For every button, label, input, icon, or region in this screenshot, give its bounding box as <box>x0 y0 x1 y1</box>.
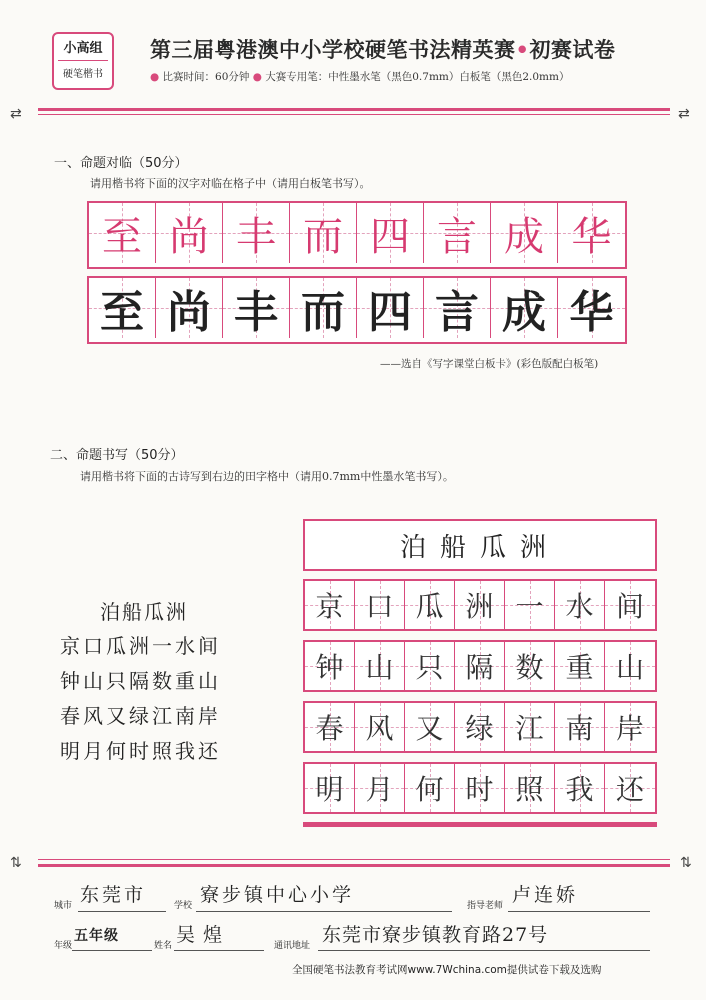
poem-line: 钟山只隔数重山 <box>60 669 221 693</box>
footer-divider-thin <box>38 859 670 860</box>
model-char: 四 <box>370 213 410 260</box>
header-divider-thin <box>38 114 670 115</box>
grid-cell <box>505 703 555 751</box>
exam-time: 比赛时间：60分钟 <box>162 71 250 83</box>
exam-title-suffix: 初赛试卷 <box>529 38 616 62</box>
copy-cell <box>357 278 424 338</box>
model-cell <box>290 203 357 263</box>
copy-cell <box>491 278 558 338</box>
writing-grid-bottom-bar <box>303 822 657 827</box>
section2-heading: 二、命题书写（50分） <box>50 448 184 463</box>
copy-char: 而 <box>301 287 345 338</box>
written-char: 风 <box>365 712 394 745</box>
name-underline <box>174 950 264 951</box>
written-poem-title-box: 泊船瓜洲 <box>303 519 657 571</box>
written-char: 绿 <box>465 712 494 745</box>
address-underline <box>318 950 650 951</box>
name-label: 姓名 <box>154 941 173 951</box>
grade-value[interactable]: 五年级 <box>74 928 119 944</box>
written-char: 岸 <box>615 712 644 745</box>
grid-cell <box>455 581 505 629</box>
copy-cell <box>223 278 290 338</box>
grid-cell <box>605 642 655 690</box>
address-label: 通讯地址 <box>274 941 311 951</box>
written-char: 时 <box>465 773 494 806</box>
curl-ornament-icon: ⇅ <box>680 855 692 871</box>
written-char: 京 <box>315 590 344 623</box>
copy-char: 四 <box>368 287 412 338</box>
teacher-underline <box>508 911 650 912</box>
grid-cell <box>305 703 355 751</box>
grid-cell <box>305 764 355 812</box>
grid-cell <box>355 703 405 751</box>
website-notice: 全国硬笔书法教育考试网www.7Wchina.com提供试卷下载及选购 <box>292 964 602 976</box>
written-char: 数 <box>515 651 544 684</box>
badge-group-label: 小高组 <box>63 41 103 56</box>
poem-line: 京口瓜洲一水间 <box>60 634 221 658</box>
school-underline <box>196 911 452 912</box>
grid-cell <box>555 642 605 690</box>
grid-cell <box>505 642 555 690</box>
written-char: 洲 <box>465 590 494 623</box>
copy-cell <box>156 278 223 338</box>
copy-char: 尚 <box>167 287 211 338</box>
footer-divider <box>38 864 670 867</box>
title-dot: • <box>515 38 530 62</box>
model-cell <box>558 203 625 263</box>
copy-char: 丰 <box>234 287 278 338</box>
written-char: 江 <box>515 712 544 745</box>
written-char: 照 <box>515 773 544 806</box>
grid-cell <box>455 703 505 751</box>
model-char: 至 <box>102 213 142 260</box>
model-cell <box>491 203 558 263</box>
writing-grid-row <box>303 640 657 692</box>
written-char: 还 <box>615 773 644 806</box>
written-char: 重 <box>565 651 594 684</box>
copy-character-grid <box>87 276 627 344</box>
grid-cell <box>405 642 455 690</box>
writing-grid-row <box>303 762 657 814</box>
copy-char: 至 <box>100 287 144 338</box>
exam-pen: 大赛专用笔：中性墨水笔（黑色0.7mm）白板笔（黑色2.0mm） <box>265 71 570 83</box>
curl-ornament-icon: ⇄ <box>10 106 22 122</box>
copy-char: 华 <box>569 287 614 338</box>
teacher-label: 指导老师 <box>467 901 504 911</box>
written-char: 口 <box>365 590 394 623</box>
grid-cell <box>455 764 505 812</box>
written-char: 水 <box>565 590 594 623</box>
copy-cell <box>89 278 156 338</box>
curl-ornament-icon: ⇄ <box>678 106 690 122</box>
model-char: 成 <box>504 213 544 260</box>
city-value[interactable]: 东莞市 <box>80 884 147 906</box>
poem-title: 泊船瓜洲 <box>100 600 188 624</box>
exam-title <box>150 34 615 64</box>
city-underline <box>78 911 166 912</box>
grid-cell <box>605 703 655 751</box>
grid-cell <box>555 703 605 751</box>
written-char: 山 <box>615 651 644 684</box>
written-char: 隔 <box>465 651 494 684</box>
written-char: 钟 <box>315 651 344 684</box>
header-divider <box>38 108 670 111</box>
grid-cell <box>455 642 505 690</box>
grade-label: 年级 <box>54 941 73 951</box>
copy-cell <box>424 278 491 338</box>
model-cell <box>89 203 156 263</box>
exam-title-main: 第三届粤港澳中小学校硬笔书法精英赛 <box>150 38 516 62</box>
copy-cell <box>558 278 625 338</box>
school-value[interactable]: 寮步镇中心小学 <box>200 884 355 906</box>
group-badge <box>52 32 114 90</box>
written-char: 我 <box>565 773 594 806</box>
written-char: 又 <box>415 712 444 745</box>
grade-underline <box>72 950 152 951</box>
grid-cell <box>605 581 655 629</box>
written-char: 明 <box>315 773 344 806</box>
written-char: 月 <box>365 773 394 806</box>
writing-grid-row <box>303 701 657 753</box>
grid-cell <box>305 581 355 629</box>
written-char: 只 <box>415 651 444 684</box>
model-cell <box>223 203 290 263</box>
exam-info-line <box>150 69 569 84</box>
written-char: 何 <box>415 773 444 806</box>
written-char: 一 <box>515 590 544 623</box>
grid-cell <box>605 764 655 812</box>
section1-instruction: 请用楷书将下面的汉字对临在格子中（请用白板笔书写）。 <box>90 177 371 190</box>
grid-cell <box>505 764 555 812</box>
written-char: 山 <box>365 651 394 684</box>
grid-cell <box>305 642 355 690</box>
grid-cell <box>405 581 455 629</box>
grid-cell <box>405 764 455 812</box>
model-char: 尚 <box>169 213 209 260</box>
section2-instruction: 请用楷书将下面的古诗写到右边的田字格中（请用0.7mm中性墨水笔书写）。 <box>80 470 454 483</box>
model-char: 丰 <box>236 213 276 260</box>
written-char: 间 <box>615 590 644 623</box>
model-character-grid <box>87 201 627 269</box>
info-bullet-icon: ● <box>252 71 262 83</box>
section1-heading: 一、命题对临（50分） <box>54 156 188 171</box>
school-label: 学校 <box>174 901 193 911</box>
city-label: 城市 <box>54 901 73 911</box>
grid-cell <box>355 642 405 690</box>
grid-cell <box>355 764 405 812</box>
writing-grid-row <box>303 579 657 631</box>
written-char: 瓜 <box>415 590 444 623</box>
info-bullet-icon: ● <box>150 71 160 83</box>
grid-cell <box>405 703 455 751</box>
model-char: 而 <box>303 213 343 260</box>
model-cell <box>357 203 424 263</box>
copy-char: 成 <box>502 287 546 338</box>
written-char: 春 <box>315 712 344 745</box>
poem-line: 明月何时照我还 <box>60 739 221 763</box>
poem-line: 春风又绿江南岸 <box>60 704 221 728</box>
grid-cell <box>505 581 555 629</box>
grid-cell <box>555 581 605 629</box>
badge-category-label: 硬笔楷书 <box>63 69 103 80</box>
teacher-value[interactable]: 卢连娇 <box>512 884 579 906</box>
model-char: 华 <box>571 213 612 260</box>
curl-ornament-icon: ⇅ <box>10 855 22 871</box>
model-char: 言 <box>437 213 477 260</box>
badge-divider <box>58 60 108 61</box>
written-char: 南 <box>565 712 594 745</box>
copy-char: 言 <box>435 287 479 338</box>
grid-cell <box>355 581 405 629</box>
name-value[interactable]: 吴煌 <box>176 924 231 946</box>
grid-cell <box>555 764 605 812</box>
model-cell <box>156 203 223 263</box>
source-citation: ——选自《写字课堂白板卡》(彩色版配白板笔) <box>380 358 599 370</box>
copy-cell <box>290 278 357 338</box>
address-value[interactable]: 东莞市寮步镇教育路27号 <box>322 924 549 946</box>
model-cell <box>424 203 491 263</box>
